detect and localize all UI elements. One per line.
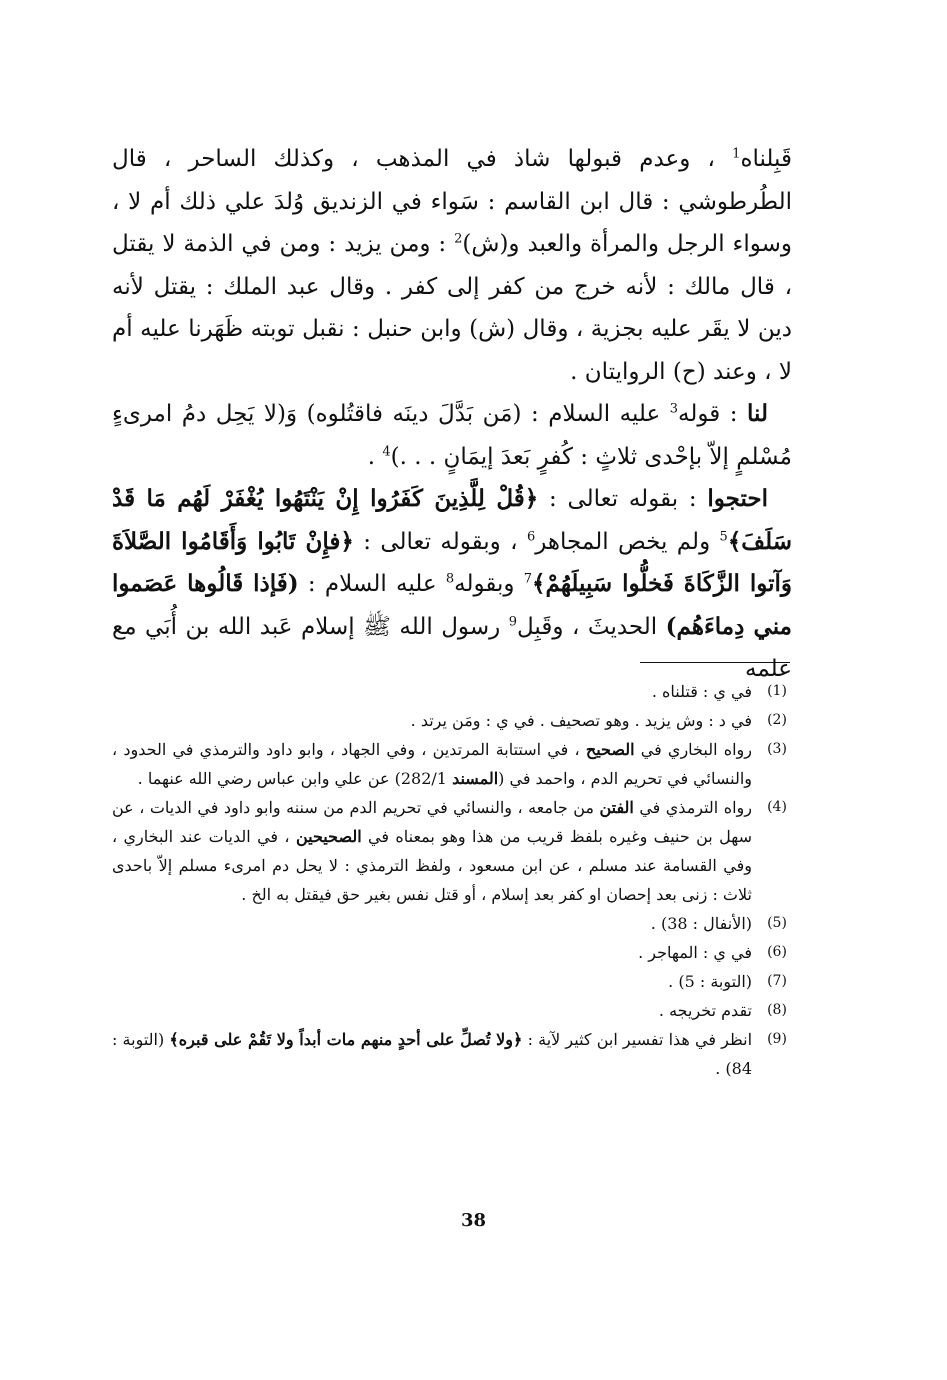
footnote-ref[interactable]: 2 bbox=[454, 231, 463, 247]
text: رواه الترمذي في bbox=[633, 798, 753, 817]
footnote-text: (الأنفال : 38) . bbox=[650, 914, 752, 933]
footnote-number: (4) bbox=[767, 799, 787, 815]
text: ، وعدم قبولها شاذ في المذهب ، وكذلك الساحر ، قال الطُرطوشي : قال ابن القاسم : سَواء في الزنديق وُلدَ علي ذلك أم لا ، وسواء الرجل والمرأة والعبد و(ش) bbox=[112, 146, 792, 257]
footnote-3 bbox=[112, 735, 802, 793]
footnote-text: في ي : قتلناه . bbox=[651, 682, 752, 701]
book-title: الصحيحين bbox=[295, 827, 362, 846]
text: ، في الديات عند البخاري ، وفي القسامة عند مسلم ، عن ابن مسعود ، ولفظ الترمذي : لا يحل دم امرىء مسلم إلاّ باحدى ثلاث : زنى بعد إحصان او كفر بعد إسلام ، أو قتل نفس بغير حق فيقتل به الخ . bbox=[112, 827, 752, 904]
text: عليه السلام : bbox=[298, 571, 446, 597]
text: وبقوله bbox=[454, 571, 524, 597]
text: ولم يخص المجاهر bbox=[535, 528, 720, 555]
text: . bbox=[367, 443, 383, 470]
text: : ومن يزيد : ومن في الذمة لا يقتل ، قال مالك : لأنه خرج من كفر إلى كفر . وقال عبد الملك : يقتل لأنه دين لا يقَر عليه بجزية ، وقال (ش) وابن حنبل : نقبل توبته ظَهَرنا عليه أم لا ، وعند (ح) الروايتان . bbox=[112, 231, 792, 385]
footnote-text: في د : وش يزيد . وهو تصحيف . في ي : ومَن يرتد . bbox=[410, 711, 752, 730]
footnote-number: (3) bbox=[767, 741, 787, 757]
page-number: 38 bbox=[460, 1210, 487, 1231]
footnote-number: (7) bbox=[767, 973, 787, 989]
book-title: المسند bbox=[452, 769, 499, 788]
footnote-text: تقدم تخريجه . bbox=[658, 1001, 752, 1020]
footnote-6 bbox=[112, 938, 802, 967]
footnote-text bbox=[112, 1025, 752, 1083]
paragraph-1 bbox=[112, 138, 792, 393]
hadith-quote: (فَإذا قَالُوها عَصَموا مني دِماءَهُم) bbox=[112, 570, 792, 640]
main-text bbox=[112, 138, 792, 691]
footnote-ref[interactable]: 8 bbox=[445, 571, 455, 587]
book-title: الصحيح bbox=[585, 740, 635, 759]
lead-word: احتجوا bbox=[707, 485, 768, 512]
text: 282/1) عن علي وابن عباس رضي الله عنهما . bbox=[137, 769, 453, 788]
footnote-text bbox=[112, 735, 752, 793]
text: الحديثَ ، وقَبِل bbox=[516, 613, 666, 640]
text: (التوبة : 84) . bbox=[112, 1030, 752, 1078]
footnote-2 bbox=[112, 706, 802, 735]
text: رسول الله ﷺ إسلام عَبد الله بن أُبَي مع علمه bbox=[112, 613, 792, 682]
quran-quote: ﴿ولا تُصلِّ على أحدٍ منهم مات أبداً ولا تَقُمْ على قبره﴾ bbox=[169, 1030, 523, 1049]
footnote-number: (9) bbox=[767, 1031, 787, 1047]
text: انظر في هذا تفسير ابن كثير لآية : bbox=[522, 1030, 753, 1049]
text: قَبِلناه bbox=[740, 146, 792, 172]
footnote-text: (التوبة : 5) . bbox=[668, 972, 752, 991]
footnote-1 bbox=[112, 677, 802, 706]
footnote-number: (8) bbox=[767, 1002, 787, 1018]
footnote-8 bbox=[112, 996, 802, 1025]
footnotes bbox=[112, 677, 802, 1083]
book-title: الفتن bbox=[599, 798, 634, 817]
footnote-ref[interactable]: 1 bbox=[732, 146, 741, 162]
text: رواه البخاري في bbox=[634, 740, 753, 759]
footnote-ref[interactable]: 6 bbox=[526, 528, 536, 544]
footnote-ref[interactable]: 7 bbox=[523, 571, 533, 587]
footnote-number: (5) bbox=[767, 915, 787, 931]
text: ، وبقوله تعالى : bbox=[353, 528, 527, 555]
quran-quote: ﴿قُلْ لِلَّذِينَ كَفَرُوا إِنْ يَنْتَهُوا يُغْفَرْ لَهُم مَا قَدْ سَلَفَ﴾ bbox=[112, 485, 792, 555]
paragraph-2 bbox=[112, 393, 792, 478]
quran-quote: ﴿فإِنْ تَابُوا وَأَقَامُوا الصَّلاَةَ وَآتوا الزَّكَاةَ فَخلُّوا سَبِيلَهُمْ﴾ bbox=[112, 527, 792, 597]
text: من جامعه ، والنسائي في تحريم الدم من سننه وابو داود في الديات ، عن سهل بن حنيف وغيره بلفظ قريب من هذا وهو بمعناه في bbox=[112, 798, 753, 846]
footnote-text: في ي : المهاجر . bbox=[638, 943, 752, 962]
footnote-ref[interactable]: 4 bbox=[382, 443, 391, 459]
lead-word: لنا bbox=[747, 400, 768, 427]
footnote-9 bbox=[112, 1025, 802, 1083]
hadith-quote: عليه السلام : (مَن بَدَّلَ دينَه فاقتُلوه) وَ(لا يَحِل دمُ امرىءٍ مُسْلمٍ إلاّ بإحْدى ثلاثٍ : كُفرٍ بَعدَ إيمَانٍ . . .) bbox=[112, 401, 792, 470]
footnote-ref[interactable]: 9 bbox=[508, 613, 517, 629]
footnote-ref[interactable]: 5 bbox=[719, 528, 728, 544]
paragraph-3 bbox=[112, 478, 792, 691]
footnote-7 bbox=[112, 967, 802, 996]
footnote-number: (2) bbox=[767, 712, 787, 728]
footnote-ref[interactable]: 3 bbox=[669, 401, 679, 417]
text: : بقوله تعالى : bbox=[538, 486, 708, 512]
footnote-4 bbox=[112, 793, 802, 909]
footnote-text bbox=[112, 793, 752, 909]
footnote-number: (6) bbox=[767, 944, 787, 960]
footnote-divider bbox=[640, 662, 790, 663]
text: ، في استتابة المرتدين ، وفي الجهاد ، وابو داود والترمذي في الحدود ، والنسائي في تحريم الدم ، واحمد في ( bbox=[112, 740, 752, 788]
text: : قوله bbox=[678, 401, 748, 427]
footnote-5 bbox=[112, 909, 802, 938]
footnote-number: (1) bbox=[767, 683, 787, 699]
